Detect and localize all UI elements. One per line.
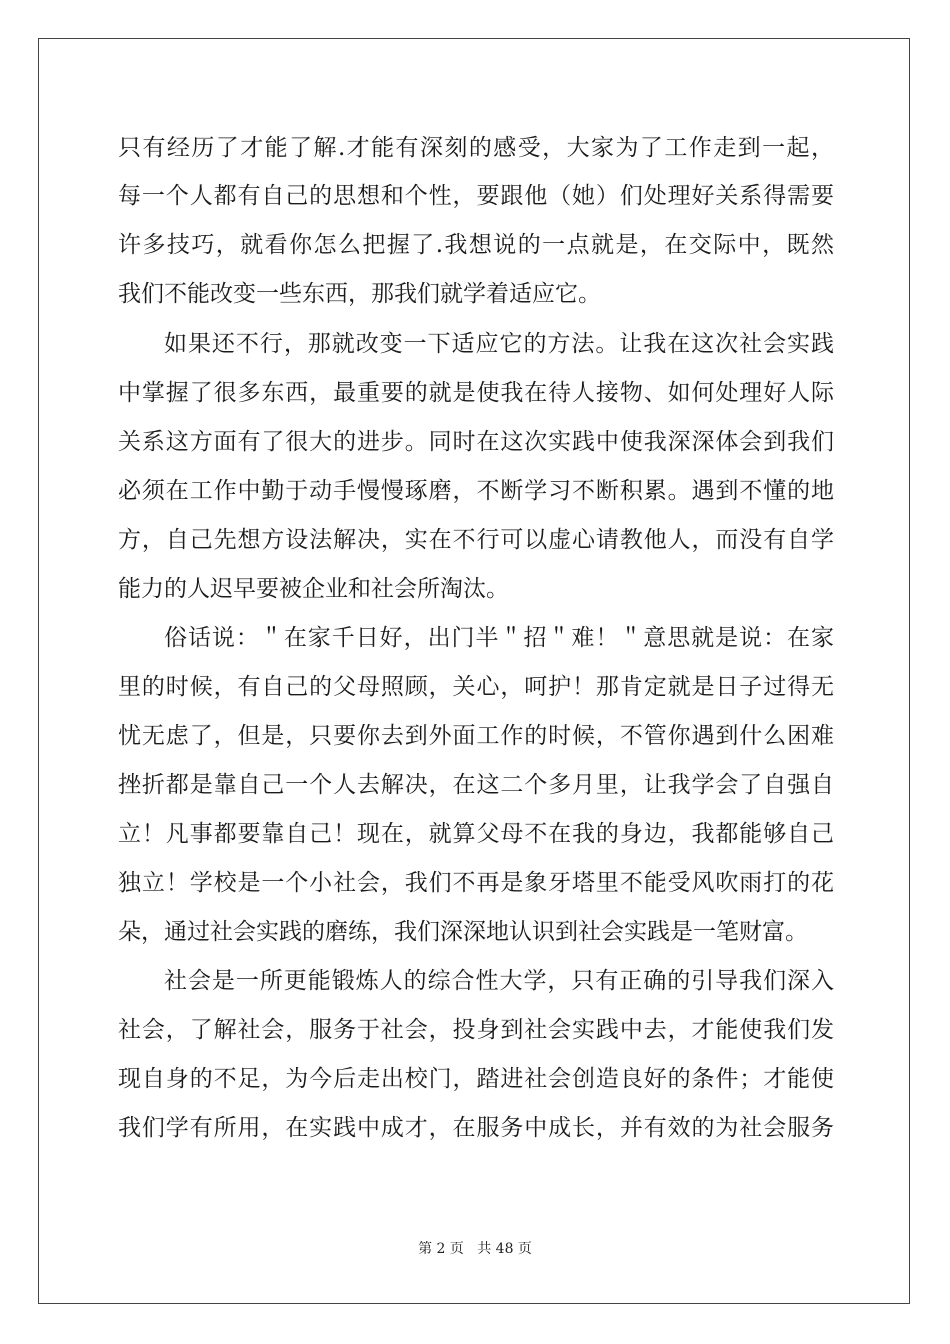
paragraph-2-line-3: 关系这方面有了很大的进步。同时在这次实践中使我深深体会到我们: [118, 429, 834, 455]
paragraph-1-line-4: 我们不能改变一些东西，那我们就学着适应它。: [118, 281, 601, 307]
paragraph-2-line-2: 中掌握了很多东西，最重要的就是使我在待人接物、如何处理好人际: [118, 380, 834, 406]
paragraph-3-line-3: 忧无虑了，但是，只要你去到外面工作的时候，不管你遇到什么困难: [118, 723, 834, 749]
paragraph-3-line-7: 朵，通过社会实践的磨练，我们深深地认识到社会实践是一笔财富。: [118, 919, 808, 945]
paragraph-4-line-2: 社会，了解社会，服务于社会，投身到社会实践中去，才能使我们发: [118, 1017, 834, 1043]
paragraph-2-line-4: 必须在工作中勤于动手慢慢琢磨，不断学习不断积累。遇到不懂的地: [118, 478, 834, 504]
paragraph-4-line-1: 社会是一所更能锻炼人的综合性大学，只有正确的引导我们深入: [164, 968, 834, 994]
paragraph-1-line-3: 许多技巧，就看你怎么把握了.我想说的一点就是，在交际中，既然: [118, 232, 834, 258]
paragraph-3-line-4: 挫折都是靠自己一个人去解决，在这二个多月里，让我学会了自强自: [118, 772, 834, 798]
paragraph-2-line-1: 如果还不行，那就改变一下适应它的方法。让我在这次社会实践: [164, 331, 834, 357]
paragraph-3-line-1: 俗话说：＂在家千日好，出门半＂招＂难！＂意思就是说：在家: [164, 625, 834, 651]
paragraph-1-line-1: 只有经历了才能了解.才能有深刻的感受，大家为了工作走到一起，: [118, 135, 834, 161]
paragraph-2-line-5: 方，自己先想方设法解决，实在不行可以虚心请教他人，而没有自学: [118, 527, 834, 553]
paragraph-2-line-6: 能力的人迟早要被企业和社会所淘汰。: [118, 576, 509, 602]
paragraph-3-line-5: 立！凡事都要靠自己！现在，就算父母不在我的身边，我都能够自己: [118, 821, 834, 847]
paragraph-4-line-3: 现自身的不足，为今后走出校门，踏进社会创造良好的条件；才能使: [118, 1066, 834, 1092]
page-number-footer: 第 2 页 共 48 页: [418, 1241, 532, 1257]
paragraph-1-line-2: 每一个人都有自己的思想和个性，要跟他（她）们处理好关系得需要: [118, 183, 834, 209]
paragraph-3-line-6: 独立！学校是一个小社会，我们不再是象牙塔里不能受风吹雨打的花: [118, 870, 834, 896]
paragraph-3-line-2: 里的时候，有自己的父母照顾，关心，呵护！那肯定就是日子过得无: [118, 674, 834, 700]
paragraph-4-line-4: 我们学有所用，在实践中成才，在服务中成长，并有效的为社会服务: [118, 1115, 834, 1141]
